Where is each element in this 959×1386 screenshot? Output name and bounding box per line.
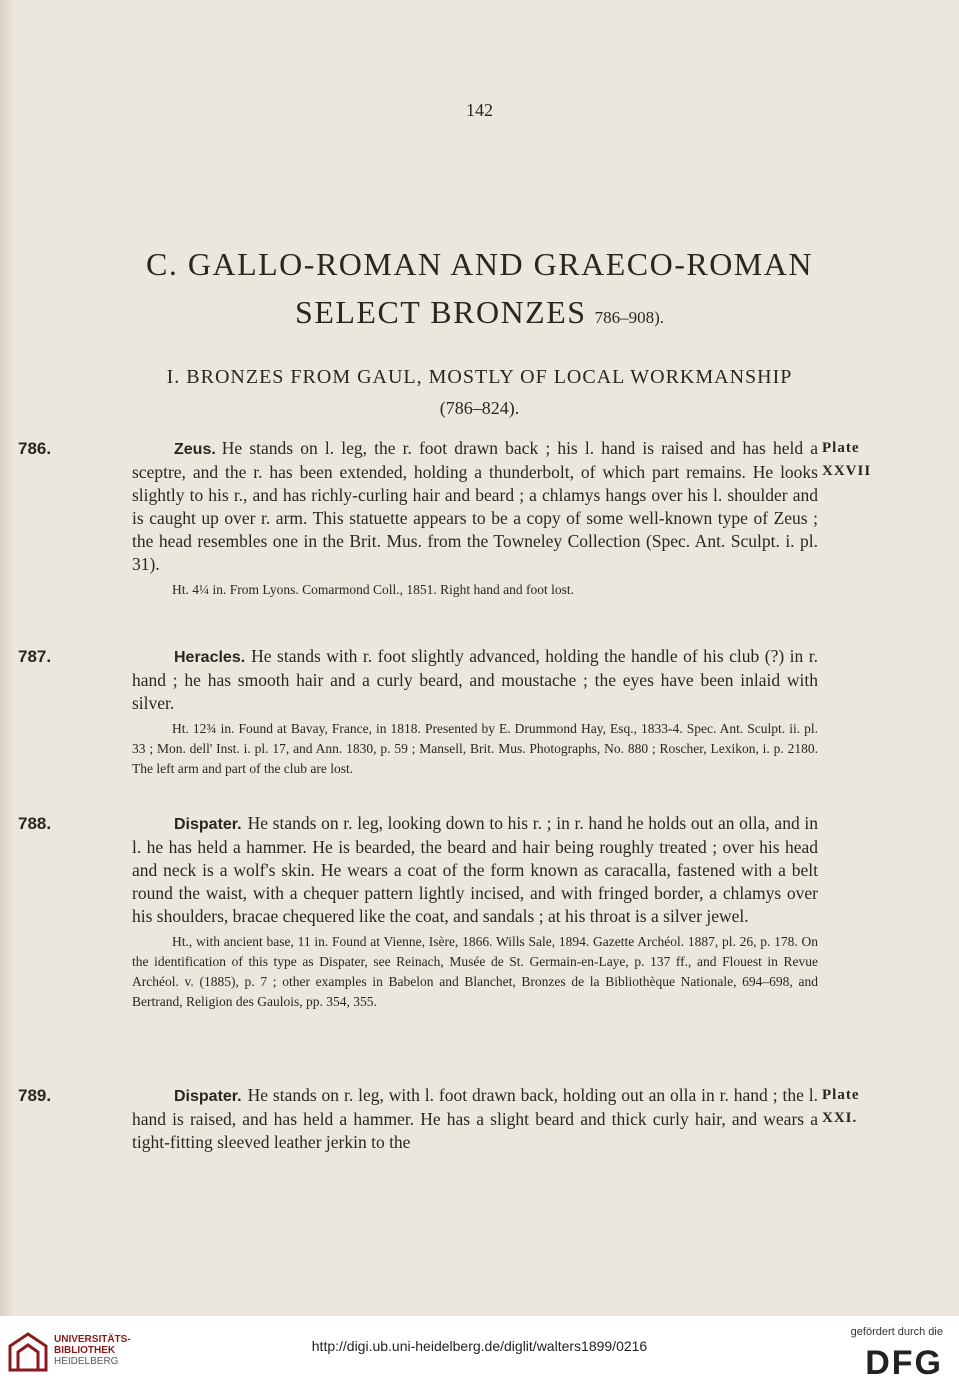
entry-note-text: Ht., with ancient base, 11 in. Found at Vienne, Isère, 1866. Wills Sale, 1894. Gazette Archéol. 1887, pl. 26, p. 178. On the identification of this type as Dispater, see Reinach, Musée de St. Germain-en-Laye, p. 137 ff., and Flouest in Revue Archéol. v. (1885), p. 7 ; other examples in Babelon and Blanchet, Bronzes de la Bibliothèque Nationale, 694–698, and Bertrand, Religion des Gaulois, pp. 354, 355.: [132, 934, 818, 1009]
section-range: (786–824).: [439, 398, 520, 418]
catalogue-entry-786: [18, 437, 872, 600]
catalogue-entry-788: [18, 812, 818, 1012]
entry-name: Zeus.: [174, 441, 216, 458]
section-title: I. BRONZES FROM GAUL, MOSTLY OF LOCAL WORKMANSHIP: [166, 366, 793, 388]
entry-name: Heracles.: [174, 649, 246, 666]
funding-note: gefördert durch die: [850, 1326, 943, 1338]
entry-name: Dispater.: [174, 816, 242, 833]
entry-note: [132, 719, 818, 779]
plate-reference: [822, 1084, 922, 1130]
page-edge-shadow: [0, 0, 14, 1316]
entry-number: 788.: [18, 814, 52, 833]
entry-number: 786.: [18, 439, 52, 458]
catalogue-entry-787: [18, 645, 818, 779]
dfg-logo: DFG: [865, 1344, 943, 1382]
entry-text: He stands on l. leg, the r. foot drawn back ; his l. hand is raised and has held a sceptre, and the r. has been extended, holding a thunderbolt, of which part remains. He looks slightly to his r., and has richly-curling hair and beard ; a chlamys hangs over his l. shoulder and is caught up over r. arm. This statuette appears to be a copy of some well-known type of Zeus ; the head resembles one in the Brit. Mus. from the Towneley Collection (Spec. Ant. Sculpt. i. pl. 31).: [132, 438, 818, 574]
entry-note: [132, 580, 818, 600]
entry-note-text: Ht. 4¼ in. From Lyons. Comarmond Coll., 1851. Right hand and foot lost.: [172, 582, 575, 597]
entry-note: [132, 932, 818, 1012]
plate-number: XXI.: [822, 1110, 858, 1126]
page-number: 142: [466, 100, 493, 120]
entry-text: He stands with r. foot slightly advanced, holding the handle of his club (?) in r. hand ; he has smooth hair and a curly beard, and moustache ; the eyes have been inlaid with silver.: [132, 646, 818, 713]
entry-body: [132, 812, 818, 928]
entry-number: 787.: [18, 647, 52, 666]
chapter-title-text: SELECT BRONZES: [295, 294, 587, 330]
entry-name: Dispater.: [174, 1088, 242, 1105]
entry-number: 789.: [18, 1086, 52, 1105]
plate-label: Plate: [822, 1087, 860, 1103]
entry-text: He stands on r. leg, looking down to his r. ; in r. hand he holds out an olla, and in l. he has held a hammer. He is bearded, the beard and hair being roughly treated ; over his head and neck is a wolf's skin. He wears a coat of the form known as caracalla, fastened with a belt round the waist, with a chequer pattern lightly incised, and with fringed border, a chlamys over his shoulders, bracae chequered like the coat, and sandals ; at his throat is a silver jewel.: [132, 813, 818, 926]
catalogue-entry-789: [18, 1084, 860, 1154]
chapter-range: 786–908).: [594, 308, 664, 327]
entry-body: [132, 1084, 818, 1154]
entry-body: [132, 437, 818, 576]
entry-body: [132, 645, 818, 715]
entry-text: He stands on r. leg, with l. foot drawn back, holding out an olla in r. hand ; the l. hand is raised, and has held a hammer. He has a slight beard and thick curly hair, and wears a tight-fitting sleeved leather jerkin to the: [132, 1085, 818, 1152]
institution-line1: UNIVERSITÄTS-: [54, 1334, 131, 1345]
entry-note-text: Ht. 12¾ in. Found at Bavay, France, in 1818. Presented by E. Drummond Hay, Esq., 1833-4. Spec. Ant. Sculpt. ii. pl. 33 ; Mon. dell' Inst. i. pl. 17, and Ann. 1830, p. 59 ; Mansell, Brit. Mus. Photographs, No. 880 ; Roscher, Lexikon, i. p. 2180. The left arm and part of the club are lost.: [132, 721, 818, 776]
plate-label: Plate: [822, 440, 860, 456]
plate-reference: [822, 437, 922, 483]
permalink[interactable]: http://digi.ub.uni-heidelberg.de/diglit/walters1899/0216: [311, 1338, 648, 1354]
digitization-footer: [0, 1316, 959, 1386]
chapter-title-line2: [0, 294, 959, 331]
plate-number: XXVII: [822, 463, 872, 479]
institution-line3: HEIDELBERG: [54, 1356, 119, 1367]
chapter-title-line1: C. GALLO-ROMAN AND GRAECO-ROMAN: [146, 246, 813, 282]
institution-line2: BIBLIOTHEK: [54, 1345, 116, 1356]
